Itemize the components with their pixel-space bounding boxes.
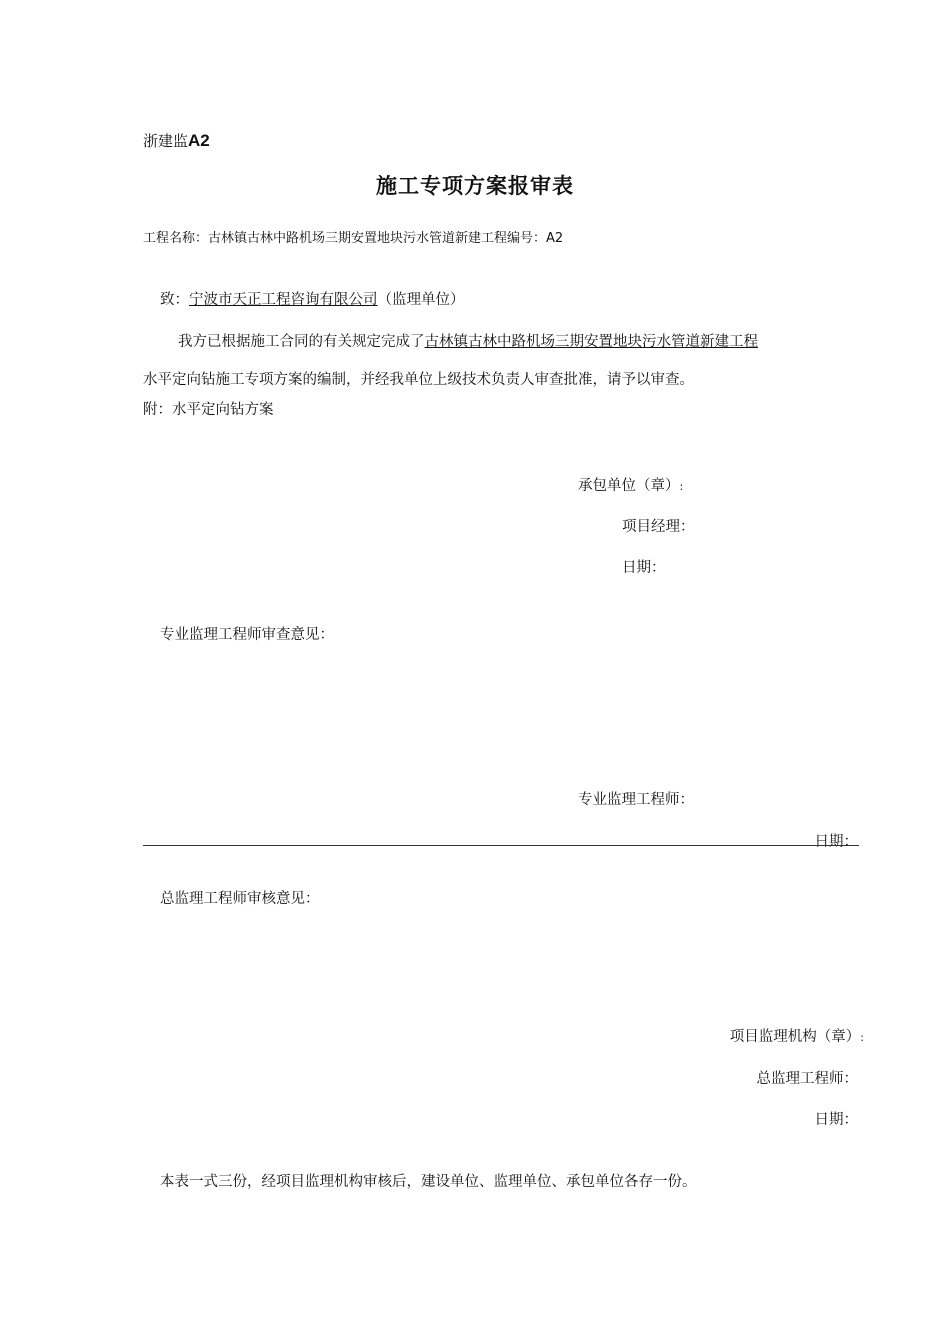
attachment-line: 附：水平定向钻方案 <box>143 402 274 418</box>
body-line-1 <box>178 330 758 351</box>
project-name-line: 工程名称：古林镇古林中路机场三期安置地块污水管道新建工程编号：A2 <box>143 231 564 246</box>
supervision-org-text: 项目监理机构（章） <box>729 1029 861 1045</box>
contractor-unit-label <box>578 474 683 495</box>
chief-date-label: 日期： <box>814 1112 858 1128</box>
contractor-date-label: 日期： <box>622 560 666 576</box>
chief-opinion-label: 总监理工程师审核意见： <box>160 891 320 907</box>
addressee-line <box>160 288 465 309</box>
supervision-org-colon: : <box>860 1031 864 1044</box>
engineer-opinion-label: 专业监理工程师审查意见： <box>160 627 334 643</box>
addressee-suffix: （监理单位） <box>377 292 465 308</box>
form-code-prefix: 浙建监 <box>143 132 189 150</box>
addressee-company: 宁波市天正工程咨询有限公司 <box>189 292 378 308</box>
engineer-signer-label: 专业监理工程师： <box>578 792 694 808</box>
body-line-1-project: 古林镇古林中路机场三期安置地块污水管道新建工程 <box>424 334 758 350</box>
engineer-date-label: 日期： <box>814 834 858 850</box>
body-line-2: 水平定向钻施工专项方案的编制，并经我单位上级技术负责人审查批准，请予以审查。 <box>143 372 694 388</box>
footer-note: 本表一式三份，经项目监理机构审核后，建设单位、监理单位、承包单位各存一份。 <box>160 1174 697 1190</box>
contractor-unit-text: 承包单位（章） <box>578 478 680 494</box>
supervision-org-label <box>730 1025 864 1046</box>
chief-signer-label: 总监理工程师： <box>756 1071 858 1087</box>
project-manager-label: 项目经理： <box>622 519 695 535</box>
section-divider <box>143 845 859 846</box>
body-line-1-prefix: 我方已根据施工合同的有关规定完成了 <box>178 334 425 350</box>
form-code-suffix: A2 <box>188 131 210 150</box>
form-code <box>143 130 210 151</box>
page-title: 施工专项方案报审表 <box>376 174 574 198</box>
contractor-unit-colon: : <box>679 480 684 493</box>
addressee-prefix: 致： <box>160 292 189 308</box>
